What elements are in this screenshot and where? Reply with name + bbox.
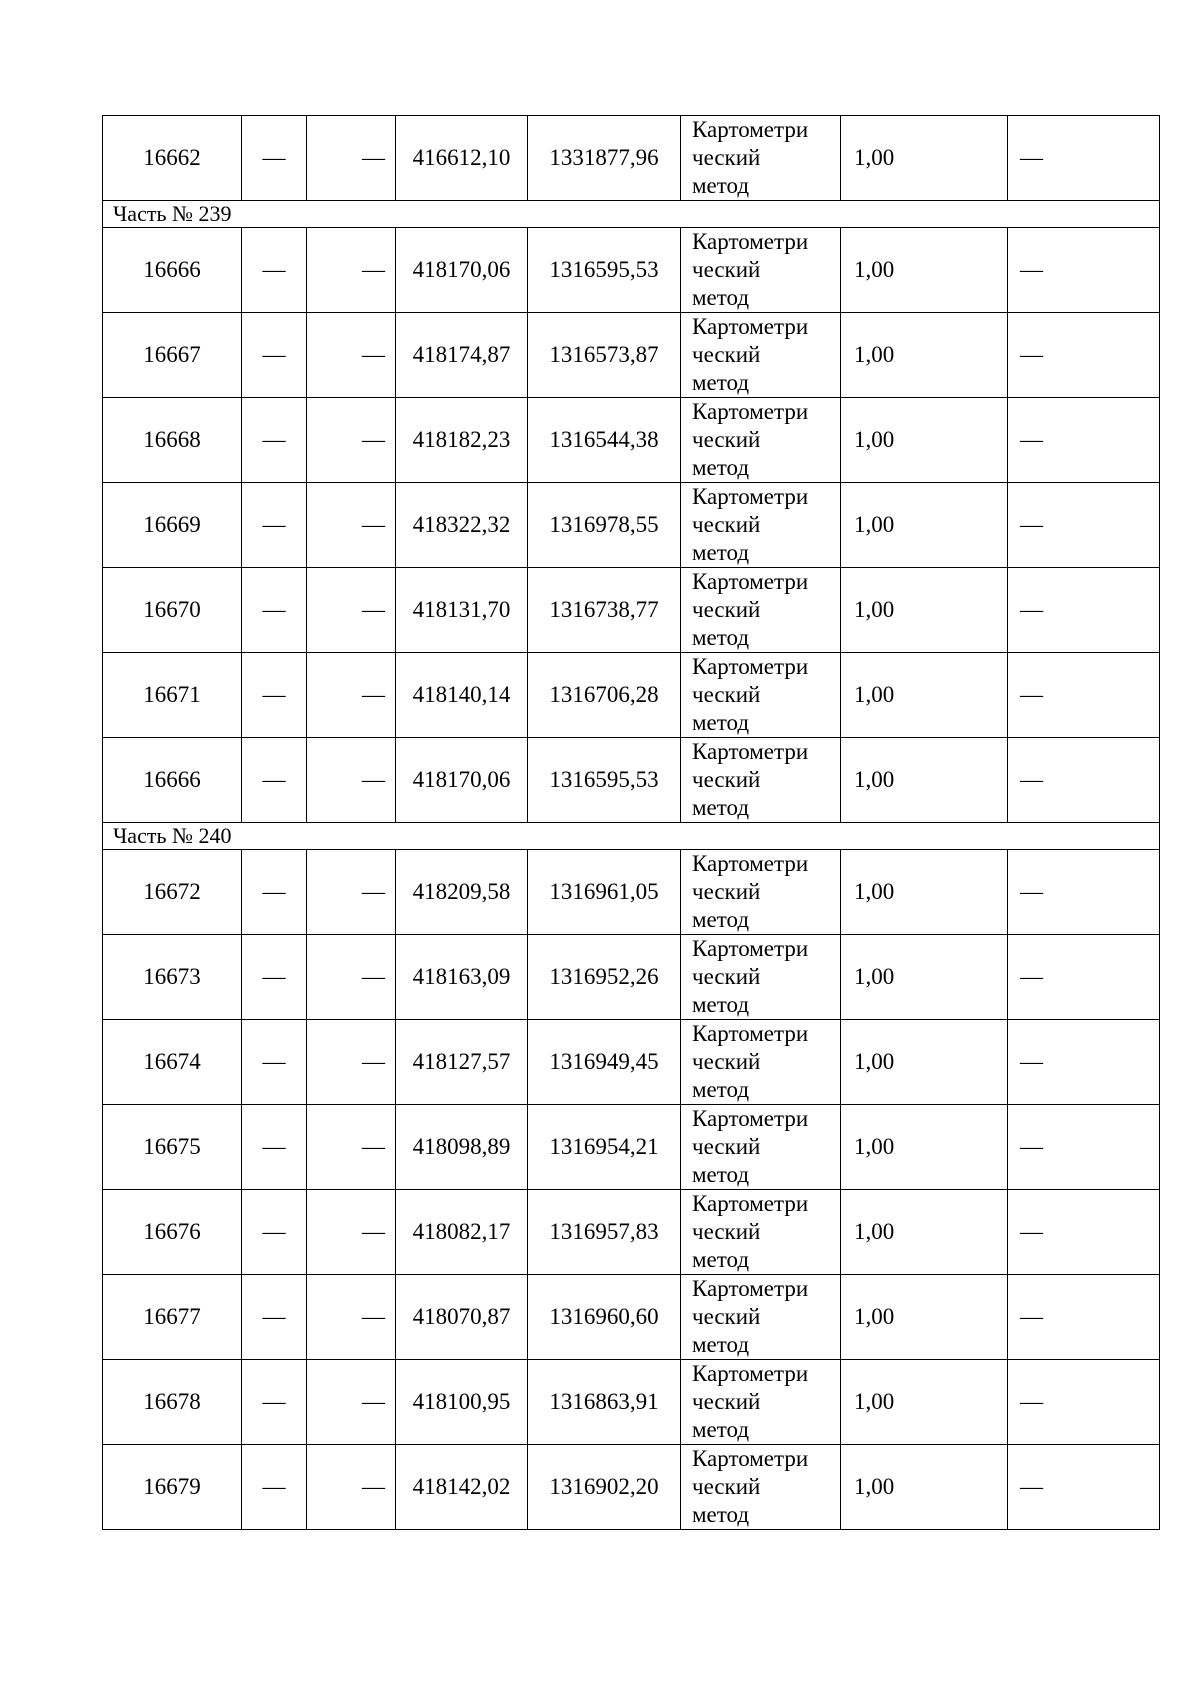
method-cell xyxy=(681,483,841,568)
point-id-cell: 16670 xyxy=(103,568,242,653)
y-coordinate-cell: 1316902,20 xyxy=(528,1445,681,1530)
method-text-line: Картометри xyxy=(692,569,809,594)
x-coordinate-cell: 418322,32 xyxy=(396,483,528,568)
dash-cell-2: — xyxy=(307,228,396,313)
section-label: Часть № 239 xyxy=(103,201,1160,228)
note-cell: — xyxy=(1008,1445,1160,1530)
method-text-line: Картометри xyxy=(692,484,809,509)
method-cell xyxy=(681,850,841,935)
table-row xyxy=(103,398,1160,483)
method-text-line: метод xyxy=(692,285,750,310)
dash-cell-2: — xyxy=(307,850,396,935)
method-text-line: ческий xyxy=(692,427,761,452)
point-id-cell: 16679 xyxy=(103,1445,242,1530)
dash-cell-2: — xyxy=(307,1105,396,1190)
point-id-cell: 16667 xyxy=(103,313,242,398)
section-header-row xyxy=(103,823,1160,850)
point-id-cell: 16672 xyxy=(103,850,242,935)
y-coordinate-cell: 1316863,91 xyxy=(528,1360,681,1445)
table-row xyxy=(103,1275,1160,1360)
accuracy-cell: 1,00 xyxy=(841,228,1008,313)
method-text-line: ческий xyxy=(692,342,761,367)
method-text-line: ческий xyxy=(692,767,761,792)
dash-cell-1: — xyxy=(242,1360,307,1445)
dash-cell-1: — xyxy=(242,935,307,1020)
method-cell xyxy=(681,1445,841,1530)
method-text-line: метод xyxy=(692,1162,750,1187)
method-text-line: метод xyxy=(692,173,750,198)
dash-cell-2: — xyxy=(307,1020,396,1105)
dash-cell-1: — xyxy=(242,1105,307,1190)
point-id-cell: 16669 xyxy=(103,483,242,568)
x-coordinate-cell: 418127,57 xyxy=(396,1020,528,1105)
point-id-cell: 16674 xyxy=(103,1020,242,1105)
table-row xyxy=(103,850,1160,935)
dash-cell-1: — xyxy=(242,568,307,653)
point-id-cell: 16676 xyxy=(103,1190,242,1275)
method-text-line: ческий xyxy=(692,1219,761,1244)
table-row xyxy=(103,228,1160,313)
dash-cell-2: — xyxy=(307,568,396,653)
coordinates-table xyxy=(102,115,1160,1530)
method-text-line: ческий xyxy=(692,1474,761,1499)
method-text-line: ческий xyxy=(692,964,761,989)
table-row xyxy=(103,653,1160,738)
table-row xyxy=(103,1020,1160,1105)
method-cell xyxy=(681,1105,841,1190)
point-id-cell: 16677 xyxy=(103,1275,242,1360)
accuracy-cell: 1,00 xyxy=(841,116,1008,201)
dash-cell-1: — xyxy=(242,653,307,738)
note-cell: — xyxy=(1008,1105,1160,1190)
y-coordinate-cell: 1316573,87 xyxy=(528,313,681,398)
y-coordinate-cell: 1316978,55 xyxy=(528,483,681,568)
method-text-line: метод xyxy=(692,907,750,932)
method-text-line: ческий xyxy=(692,1304,761,1329)
method-text-line: метод xyxy=(692,795,750,820)
method-text-line: Картометри xyxy=(692,399,809,424)
method-text-line: Картометри xyxy=(692,739,809,764)
accuracy-cell: 1,00 xyxy=(841,1190,1008,1275)
method-text-line: Картометри xyxy=(692,117,809,142)
dash-cell-1: — xyxy=(242,313,307,398)
accuracy-cell: 1,00 xyxy=(841,483,1008,568)
accuracy-cell: 1,00 xyxy=(841,1105,1008,1190)
x-coordinate-cell: 418182,23 xyxy=(396,398,528,483)
y-coordinate-cell: 1316961,05 xyxy=(528,850,681,935)
point-id-cell: 16675 xyxy=(103,1105,242,1190)
table-row xyxy=(103,568,1160,653)
method-cell xyxy=(681,1360,841,1445)
table-row xyxy=(103,483,1160,568)
dash-cell-2: — xyxy=(307,483,396,568)
method-text-line: ческий xyxy=(692,145,761,170)
method-text-line: ческий xyxy=(692,512,761,537)
point-id-cell: 16662 xyxy=(103,116,242,201)
table-row xyxy=(103,1445,1160,1530)
method-text-line: ческий xyxy=(692,682,761,707)
point-id-cell: 16673 xyxy=(103,935,242,1020)
dash-cell-1: — xyxy=(242,1020,307,1105)
method-text-line: Картометри xyxy=(692,229,809,254)
accuracy-cell: 1,00 xyxy=(841,850,1008,935)
note-cell: — xyxy=(1008,1020,1160,1105)
point-id-cell: 16668 xyxy=(103,398,242,483)
dash-cell-1: — xyxy=(242,483,307,568)
x-coordinate-cell: 416612,10 xyxy=(396,116,528,201)
method-cell xyxy=(681,738,841,823)
note-cell: — xyxy=(1008,738,1160,823)
method-text-line: метод xyxy=(692,1332,750,1357)
note-cell: — xyxy=(1008,116,1160,201)
note-cell: — xyxy=(1008,1275,1160,1360)
note-cell: — xyxy=(1008,1360,1160,1445)
method-text-line: Картометри xyxy=(692,851,809,876)
method-text-line: ческий xyxy=(692,1049,761,1074)
accuracy-cell: 1,00 xyxy=(841,935,1008,1020)
method-text-line: метод xyxy=(692,1417,750,1442)
note-cell: — xyxy=(1008,483,1160,568)
method-text-line: Картометри xyxy=(692,314,809,339)
table-row xyxy=(103,116,1160,201)
note-cell: — xyxy=(1008,313,1160,398)
method-cell xyxy=(681,398,841,483)
x-coordinate-cell: 418070,87 xyxy=(396,1275,528,1360)
note-cell: — xyxy=(1008,568,1160,653)
dash-cell-2: — xyxy=(307,116,396,201)
method-cell xyxy=(681,568,841,653)
point-id-cell: 16666 xyxy=(103,738,242,823)
table-row xyxy=(103,1360,1160,1445)
accuracy-cell: 1,00 xyxy=(841,1445,1008,1530)
accuracy-cell: 1,00 xyxy=(841,568,1008,653)
method-cell xyxy=(681,653,841,738)
method-text-line: метод xyxy=(692,1502,750,1527)
accuracy-cell: 1,00 xyxy=(841,653,1008,738)
dash-cell-2: — xyxy=(307,1275,396,1360)
dash-cell-2: — xyxy=(307,1445,396,1530)
y-coordinate-cell: 1316706,28 xyxy=(528,653,681,738)
y-coordinate-cell: 1316738,77 xyxy=(528,568,681,653)
y-coordinate-cell: 1316952,26 xyxy=(528,935,681,1020)
note-cell: — xyxy=(1008,228,1160,313)
dash-cell-2: — xyxy=(307,653,396,738)
x-coordinate-cell: 418163,09 xyxy=(396,935,528,1020)
y-coordinate-cell: 1316595,53 xyxy=(528,228,681,313)
method-text-line: ческий xyxy=(692,879,761,904)
point-id-cell: 16678 xyxy=(103,1360,242,1445)
note-cell: — xyxy=(1008,398,1160,483)
table-body xyxy=(103,116,1160,1530)
accuracy-cell: 1,00 xyxy=(841,1275,1008,1360)
point-id-cell: 16671 xyxy=(103,653,242,738)
method-text-line: Картометри xyxy=(692,1191,809,1216)
method-cell xyxy=(681,1190,841,1275)
method-cell xyxy=(681,228,841,313)
table-row xyxy=(103,313,1160,398)
method-text-line: ческий xyxy=(692,1389,761,1414)
method-text-line: ческий xyxy=(692,597,761,622)
method-text-line: Картометри xyxy=(692,1106,809,1131)
method-cell xyxy=(681,1020,841,1105)
y-coordinate-cell: 1316544,38 xyxy=(528,398,681,483)
dash-cell-1: — xyxy=(242,398,307,483)
y-coordinate-cell: 1316949,45 xyxy=(528,1020,681,1105)
dash-cell-1: — xyxy=(242,1275,307,1360)
note-cell: — xyxy=(1008,1190,1160,1275)
note-cell: — xyxy=(1008,935,1160,1020)
table-row xyxy=(103,1105,1160,1190)
dash-cell-2: — xyxy=(307,1360,396,1445)
method-text-line: Картометри xyxy=(692,936,809,961)
method-cell xyxy=(681,313,841,398)
note-cell: — xyxy=(1008,850,1160,935)
dash-cell-1: — xyxy=(242,1190,307,1275)
x-coordinate-cell: 418174,87 xyxy=(396,313,528,398)
accuracy-cell: 1,00 xyxy=(841,398,1008,483)
method-text-line: метод xyxy=(692,1247,750,1272)
method-cell xyxy=(681,935,841,1020)
method-text-line: метод xyxy=(692,992,750,1017)
y-coordinate-cell: 1331877,96 xyxy=(528,116,681,201)
method-text-line: метод xyxy=(692,1077,750,1102)
x-coordinate-cell: 418140,14 xyxy=(396,653,528,738)
section-header-row xyxy=(103,201,1160,228)
dash-cell-1: — xyxy=(242,850,307,935)
method-text-line: ческий xyxy=(692,257,761,282)
method-text-line: метод xyxy=(692,455,750,480)
accuracy-cell: 1,00 xyxy=(841,738,1008,823)
accuracy-cell: 1,00 xyxy=(841,1360,1008,1445)
table-row xyxy=(103,935,1160,1020)
dash-cell-2: — xyxy=(307,935,396,1020)
section-label: Часть № 240 xyxy=(103,823,1160,850)
dash-cell-1: — xyxy=(242,1445,307,1530)
dash-cell-2: — xyxy=(307,738,396,823)
method-text-line: Картометри xyxy=(692,1361,809,1386)
method-text-line: метод xyxy=(692,625,750,650)
y-coordinate-cell: 1316957,83 xyxy=(528,1190,681,1275)
dash-cell-1: — xyxy=(242,228,307,313)
dash-cell-1: — xyxy=(242,738,307,823)
method-cell xyxy=(681,116,841,201)
dash-cell-2: — xyxy=(307,1190,396,1275)
dash-cell-2: — xyxy=(307,313,396,398)
x-coordinate-cell: 418209,58 xyxy=(396,850,528,935)
method-text-line: метод xyxy=(692,710,750,735)
y-coordinate-cell: 1316595,53 xyxy=(528,738,681,823)
table-row xyxy=(103,738,1160,823)
x-coordinate-cell: 418100,95 xyxy=(396,1360,528,1445)
dash-cell-1: — xyxy=(242,116,307,201)
y-coordinate-cell: 1316954,21 xyxy=(528,1105,681,1190)
x-coordinate-cell: 418098,89 xyxy=(396,1105,528,1190)
x-coordinate-cell: 418131,70 xyxy=(396,568,528,653)
accuracy-cell: 1,00 xyxy=(841,1020,1008,1105)
table-row xyxy=(103,1190,1160,1275)
x-coordinate-cell: 418170,06 xyxy=(396,738,528,823)
x-coordinate-cell: 418170,06 xyxy=(396,228,528,313)
method-text-line: Картометри xyxy=(692,1021,809,1046)
method-text-line: Картометри xyxy=(692,654,809,679)
note-cell: — xyxy=(1008,653,1160,738)
method-cell xyxy=(681,1275,841,1360)
method-text-line: ческий xyxy=(692,1134,761,1159)
dash-cell-2: — xyxy=(307,398,396,483)
method-text-line: Картометри xyxy=(692,1276,809,1301)
point-id-cell: 16666 xyxy=(103,228,242,313)
method-text-line: Картометри xyxy=(692,1446,809,1471)
accuracy-cell: 1,00 xyxy=(841,313,1008,398)
method-text-line: метод xyxy=(692,370,750,395)
x-coordinate-cell: 418142,02 xyxy=(396,1445,528,1530)
x-coordinate-cell: 418082,17 xyxy=(396,1190,528,1275)
method-text-line: метод xyxy=(692,540,750,565)
y-coordinate-cell: 1316960,60 xyxy=(528,1275,681,1360)
